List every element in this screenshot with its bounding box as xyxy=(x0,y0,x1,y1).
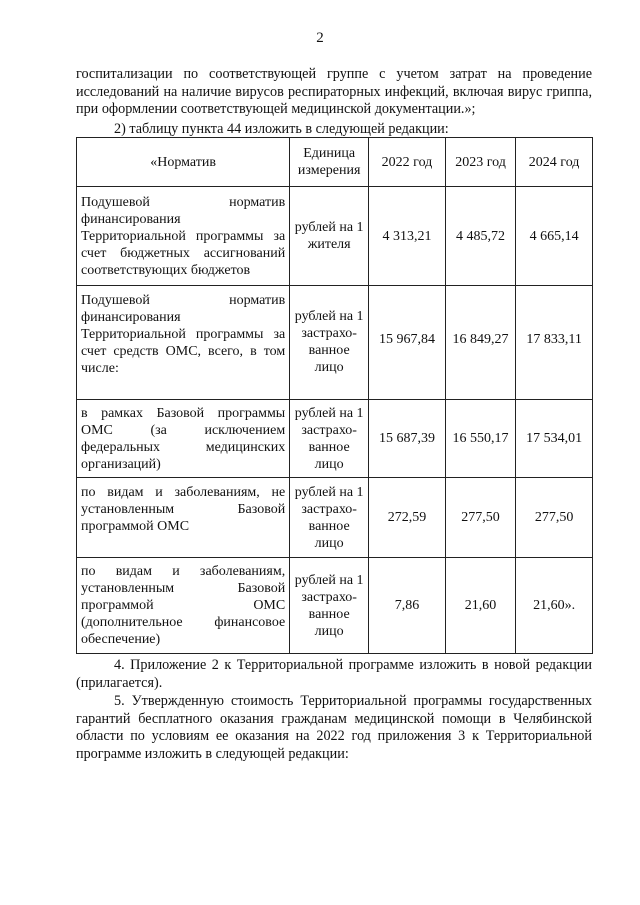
row-name: Подушевой норматив финансирования Территориальной программы за счет бюджетных ассигнований соответствующих бюджетов xyxy=(77,187,290,286)
row-value-2022: 272,59 xyxy=(369,478,446,558)
intro-paragraph: госпитализации по соответствующей группе с учетом затрат на проведение исследований на наличие вирусов респираторных инфекций, включая вирус гриппа, при оформлении соответствующей медицинской документации.»; xyxy=(76,66,592,117)
row-value-2023: 16 849,27 xyxy=(445,286,515,400)
header-2023: 2023 год xyxy=(445,138,515,187)
item-5-paragraph: 5. Утвержденную стоимость Территориальной программы государственных гарантий бесплатного оказания гражданам медицинской помощи в Челябинской области по условиям ее оказания на 2022 год приложения 3 к Территориальной программе изложить в следующей редакции: xyxy=(76,693,592,762)
row-value-2022: 4 313,21 xyxy=(369,187,446,286)
row-value-2023: 21,60 xyxy=(445,558,515,654)
row-unit: рублей на 1 застрахо-ванное лицо xyxy=(290,400,369,478)
table-row xyxy=(77,558,593,654)
row-unit: рублей на 1 застрахо-ванное лицо xyxy=(290,478,369,558)
header-normative: «Норматив xyxy=(77,138,290,187)
table-row xyxy=(77,400,593,478)
table-row xyxy=(77,478,593,558)
row-value-2022: 7,86 xyxy=(369,558,446,654)
normatives-table xyxy=(76,137,593,654)
row-name: в рамках Базовой программы ОМС (за исключением федеральных медицинских организаций) xyxy=(77,400,290,478)
row-name: Подушевой норматив финансирования Территориальной программы за счет средств ОМС, всего, в том числе: xyxy=(77,286,290,400)
row-value-2022: 15 967,84 xyxy=(369,286,446,400)
table-row xyxy=(77,187,593,286)
row-value-2022: 15 687,39 xyxy=(369,400,446,478)
row-value-2024: 17 534,01 xyxy=(516,400,593,478)
header-2022: 2022 год xyxy=(369,138,446,187)
row-unit: рублей на 1 жителя xyxy=(290,187,369,286)
row-name: по видам и заболеваниям, не установленным Базовой программой ОМС xyxy=(77,478,290,558)
table-header-row xyxy=(77,138,593,187)
row-value-2024: 17 833,11 xyxy=(516,286,593,400)
item-4-paragraph: 4. Приложение 2 к Территориальной программе изложить в новой редакции (прилагается). xyxy=(76,657,592,691)
row-value-2024: 277,50 xyxy=(516,478,593,558)
table-intro-paragraph: 2) таблицу пункта 44 изложить в следующей редакции: xyxy=(114,121,449,137)
row-value-2023: 4 485,72 xyxy=(445,187,515,286)
row-value-2023: 277,50 xyxy=(445,478,515,558)
row-unit: рублей на 1 застрахо-ванное лицо xyxy=(290,286,369,400)
header-unit: Единица измерения xyxy=(290,138,369,187)
row-unit: рублей на 1 застрахо-ванное лицо xyxy=(290,558,369,654)
header-2024: 2024 год xyxy=(516,138,593,187)
row-value-2024: 4 665,14 xyxy=(516,187,593,286)
row-name: по видам и заболеваниям, установленным Базовой программой ОМС (дополнительное финансовое обеспечение) xyxy=(77,558,290,654)
page-number: 2 xyxy=(316,30,324,46)
row-value-2024: 21,60». xyxy=(516,558,593,654)
table-row xyxy=(77,286,593,400)
row-value-2023: 16 550,17 xyxy=(445,400,515,478)
